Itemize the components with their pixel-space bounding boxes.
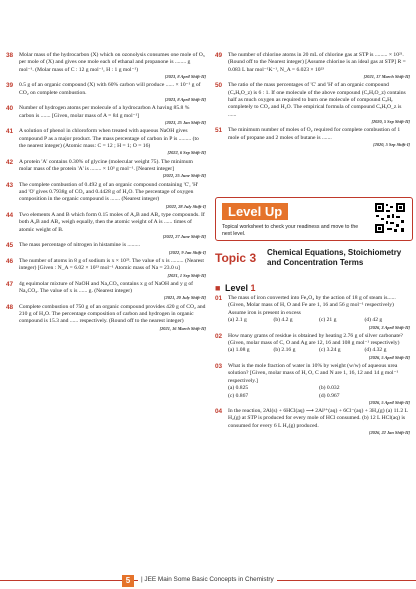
question-item [6, 128, 206, 156]
option[interactable]: (c) 21 g [319, 317, 337, 324]
question-text: A protein 'A' contains 0.30% of glycine (molecular weight 75). The minimum molar mass of the protein 'A' is ........ × 10³ g mol⁻¹. [Nearest integer] [19, 158, 193, 172]
question-number: 43 [6, 181, 14, 189]
question-number: 40 [6, 105, 14, 113]
left-column [6, 52, 206, 334]
options-list [228, 385, 410, 400]
question-body [19, 82, 206, 103]
question-number: 51 [215, 127, 223, 135]
option[interactable]: (b) 2.16 g [273, 347, 296, 354]
exam-tag: [2023, 25 Jan Shift-II] [165, 120, 206, 126]
exam-tag: [2022, 27 June Shift-II] [162, 233, 206, 239]
question-body [19, 182, 206, 210]
level-1-label: Level [224, 283, 248, 293]
question-body [228, 52, 410, 80]
question-number: 41 [6, 128, 14, 136]
question-text: 0.5 g of an organic compound (X) with 60% carbon will produce ...... × 10⁻¹ g of CO₂ on complete combustion. [19, 82, 201, 96]
question-body [19, 52, 206, 80]
option[interactable]: (c) 0.867 [228, 392, 249, 399]
page-number: 5 [122, 575, 134, 587]
question-number: 49 [215, 52, 223, 59]
question-body [228, 363, 410, 406]
question-text: What is the mole fraction of water in 10% by weight (w/w) of aqueous urea solution? [Given, molar mass of H, O, C and N are 1, 16, 12 and 14 g mol⁻¹ respectively.] [228, 363, 399, 384]
question-item [215, 408, 410, 436]
question-number: 50 [215, 82, 223, 90]
question-item [6, 52, 206, 80]
question-number: 46 [6, 257, 14, 265]
question-body [228, 82, 410, 125]
question-item [6, 105, 206, 126]
exam-tag: [2022, 25 June Shift-II] [162, 173, 206, 179]
option[interactable]: (d) 4.32 g [364, 347, 387, 354]
question-number: 47 [6, 280, 14, 288]
question-number: 04 [215, 408, 223, 416]
topic-header [215, 247, 411, 283]
question-text: Number of hydrogen atoms per molecule of a hydrocarbon A having 85.8 % carbon is ....... [Given, molar mass of A = 84 g mol⁻¹] [19, 105, 190, 119]
exam-tag: [2022, 6 Sep Shift-II] [167, 150, 206, 156]
question-body [19, 281, 206, 302]
footer-text: | JEE Main Some Basic Concepts in Chemistry [138, 576, 277, 583]
level-up-text: Topical worksheet to check your readiness and move to the next level. [222, 224, 359, 237]
question-number: 48 [6, 303, 14, 311]
topic-title: Chemical Equations, Stoichiometry and Concentration Terms [267, 248, 402, 267]
question-number: 42 [6, 158, 14, 166]
question-body [19, 304, 206, 332]
question-item [6, 212, 206, 240]
option[interactable]: (d) 42 g [364, 317, 383, 324]
question-item [6, 258, 206, 279]
question-item [6, 304, 206, 332]
question-text: Molar mass of the hydrocarbon (X) which on ozonolysis consumes one mole of O₃ per mole of (X) and gives one mole each of ethanal and propanone is ........ g mol⁻¹. (Molar mass of C : 12 g mol⁻¹, H : 1 g mol⁻¹) [19, 52, 205, 73]
question-number: 38 [6, 52, 14, 59]
question-text: The mass of iron converted into Fe₃O₄ by the action of 18 g of steam is......(Given, Molar mass of H, O and Fe are 1, 16 and 56 g mol⁻¹ respectively) Assume iron is present in excess [228, 295, 396, 316]
page-footer [0, 575, 416, 587]
qr-code-icon[interactable] [374, 202, 406, 234]
exam-tag: [2023, 8 April Shift-II] [164, 97, 206, 103]
right-column-top [215, 52, 410, 150]
question-body [19, 258, 206, 279]
topic-label: Topic 3 [215, 251, 257, 265]
question-text: The number of atoms in 8 g of sodium is x × 10²³. The value of x is ......... (Nearest integer) [Given : N_A = 6.02 × 10²³ mol⁻¹ Atomic mass of Na = 23.0 u] [19, 257, 204, 272]
question-body [228, 333, 410, 361]
question-number: 44 [6, 211, 14, 219]
exam-tag: [2023, 8 April Shift-II] [164, 74, 206, 80]
level-1-heading [215, 283, 256, 293]
question-text: A solution of phenol in chloroform when treated with aqueous NaOH gives compound P as a major product. The mass percentage of carbon in P is ......... (to the nearest integer) (Atomic mass: C = 12 ; H = 1; O = 16) [19, 128, 199, 149]
question-body [228, 295, 410, 330]
question-body [228, 408, 410, 436]
question-text: The ratio of the mass percentages of 'C' and 'H' of an organic compound (CₓHᵧO_z) is 6 : 1. If one molecule of the above compound (CₓHᵧO_z) contains half as much oxygen as required to burn one molecule of compound CₓHᵧ completely to CO₂ and H₂O. The empirical formula of compound CₓHᵧO_z is ...... [228, 82, 406, 118]
question-text: Two elements A and B which form 0.15 moles of A₂B and AB₂ type compounds. If both A₂B and AB₂ weigh equally, then the atomic weight of A is ...... times of atomic weight of B. [19, 211, 205, 233]
option[interactable]: (c) 3.24 g [319, 347, 341, 354]
options-list [228, 317, 410, 324]
question-text: How many grams of residue is obtained by heating 2.76 g of silver carbonate? (Given, molar mass of C, O and Ag are 12, 16 and 108 g mol⁻¹ respectively) [228, 332, 403, 347]
question-body [228, 127, 410, 148]
option[interactable]: (a) 1.08 g [228, 347, 250, 354]
question-number: 01 [215, 295, 223, 302]
exam-tag: [2026, 5 April Shift-II] [368, 399, 410, 405]
question-text: The mass percentage of nitrogen in histamine is ......... [19, 242, 141, 249]
question-text: The complete combustion of 0.492 g of an organic compound containing 'C', 'H' and 'O' gives 0.7938g of CO₂ and 0.4428 g of H₂O. The percentage of oxygen composition in the organic compound is ....... (Nearest integer) [19, 181, 199, 203]
question-number: 39 [6, 82, 14, 90]
question-text: Complete combustion of 750 g of an organic compound provides 420 g of CO₂ and 210 g of H₂O. The percentage composition of carbon and hydrogen in organic compound is 15.3 and ...... respectively. (Round off to the nearest integer) [19, 303, 206, 325]
level-up-box [215, 197, 413, 241]
exam-tag: [2022, 9 Jan Shift-I] [168, 249, 206, 255]
question-number: 03 [215, 363, 223, 371]
level-1-number: 1 [250, 283, 256, 293]
question-item [215, 333, 410, 361]
question-item [6, 159, 206, 180]
question-item [215, 363, 410, 406]
option[interactable]: (a) 2.1 g [228, 317, 247, 324]
option[interactable]: (b) 4.2 g [273, 317, 293, 324]
option[interactable]: (a) 0.825 [228, 385, 249, 392]
exam-tag: [2026, 22 Jan Shift-II] [369, 430, 410, 436]
question-text: The number of chlorine atoms in 20 mL of chlorine gas at STP is ......... × 10²¹. (Round off to the Nearest integer) [Assume chlorine is an ideal gas at STP] R = 0.083 L bar mol⁻¹K⁻¹, N_A = 6.023 × 10²³ [228, 52, 406, 73]
option[interactable]: (b) 0.032 [319, 385, 340, 392]
exam-tag: [2020, 5 Sep Shift-I] [373, 142, 410, 148]
exam-tag: [2020, 5 Sep Shift-II] [371, 119, 410, 125]
question-text: 4g equimolar mixture of NaOH and Na₂CO₃ contains x g of NaOH and y g of Na₂CO₃. The value of x is ...... g. (Nearest integer) [19, 280, 194, 295]
question-number: 45 [6, 242, 14, 250]
options-list [228, 347, 410, 354]
question-item [6, 82, 206, 103]
question-body [19, 105, 206, 126]
question-item [6, 242, 206, 255]
question-body [19, 128, 206, 156]
question-item [6, 281, 206, 302]
exam-tag: [2026, 5 April Shift-II] [368, 354, 410, 360]
question-body [19, 212, 206, 240]
exam-tag: [2021, 1 Sep Shift-II] [167, 272, 206, 278]
question-body [19, 159, 206, 180]
question-item [215, 52, 410, 80]
exam-tag: [2021, 20 July Shift-II] [164, 295, 206, 301]
exam-tag: [2021, 17 March Shift-II] [363, 74, 410, 80]
question-body [19, 242, 206, 255]
question-item [215, 127, 410, 148]
level-1-icon: ■ [215, 283, 221, 293]
question-text: The minimum number of moles of O₂ required for complete combustion of 1 mole of propane and 2 moles of butane is ....... [228, 127, 401, 141]
exam-tag: [2021, 16 March Shift-II] [159, 325, 206, 331]
question-item [6, 182, 206, 210]
question-item [215, 82, 410, 125]
option[interactable]: (d) 0.967 [319, 392, 340, 399]
level-1-questions [215, 295, 410, 438]
question-text: In the reaction, 2Al(s) + 6HCl(aq) ⟶ 2Al³⁺(aq) + 6Cl⁻(aq) + 3H₂(g) (a) 11.2 L H₂(g) at STP is produced for every mole of HCl consumed. (b) 12 L HCl(aq) is consumed for every 6 L H₂(g) produced. [228, 408, 408, 429]
level-up-title: Level Up [222, 203, 288, 220]
exam-tag: [2026, 3 April Shift-II] [368, 324, 410, 330]
question-number: 02 [215, 332, 223, 340]
exam-tag: [2022, 28 July Shift-I] [165, 203, 206, 209]
question-item [215, 295, 410, 330]
